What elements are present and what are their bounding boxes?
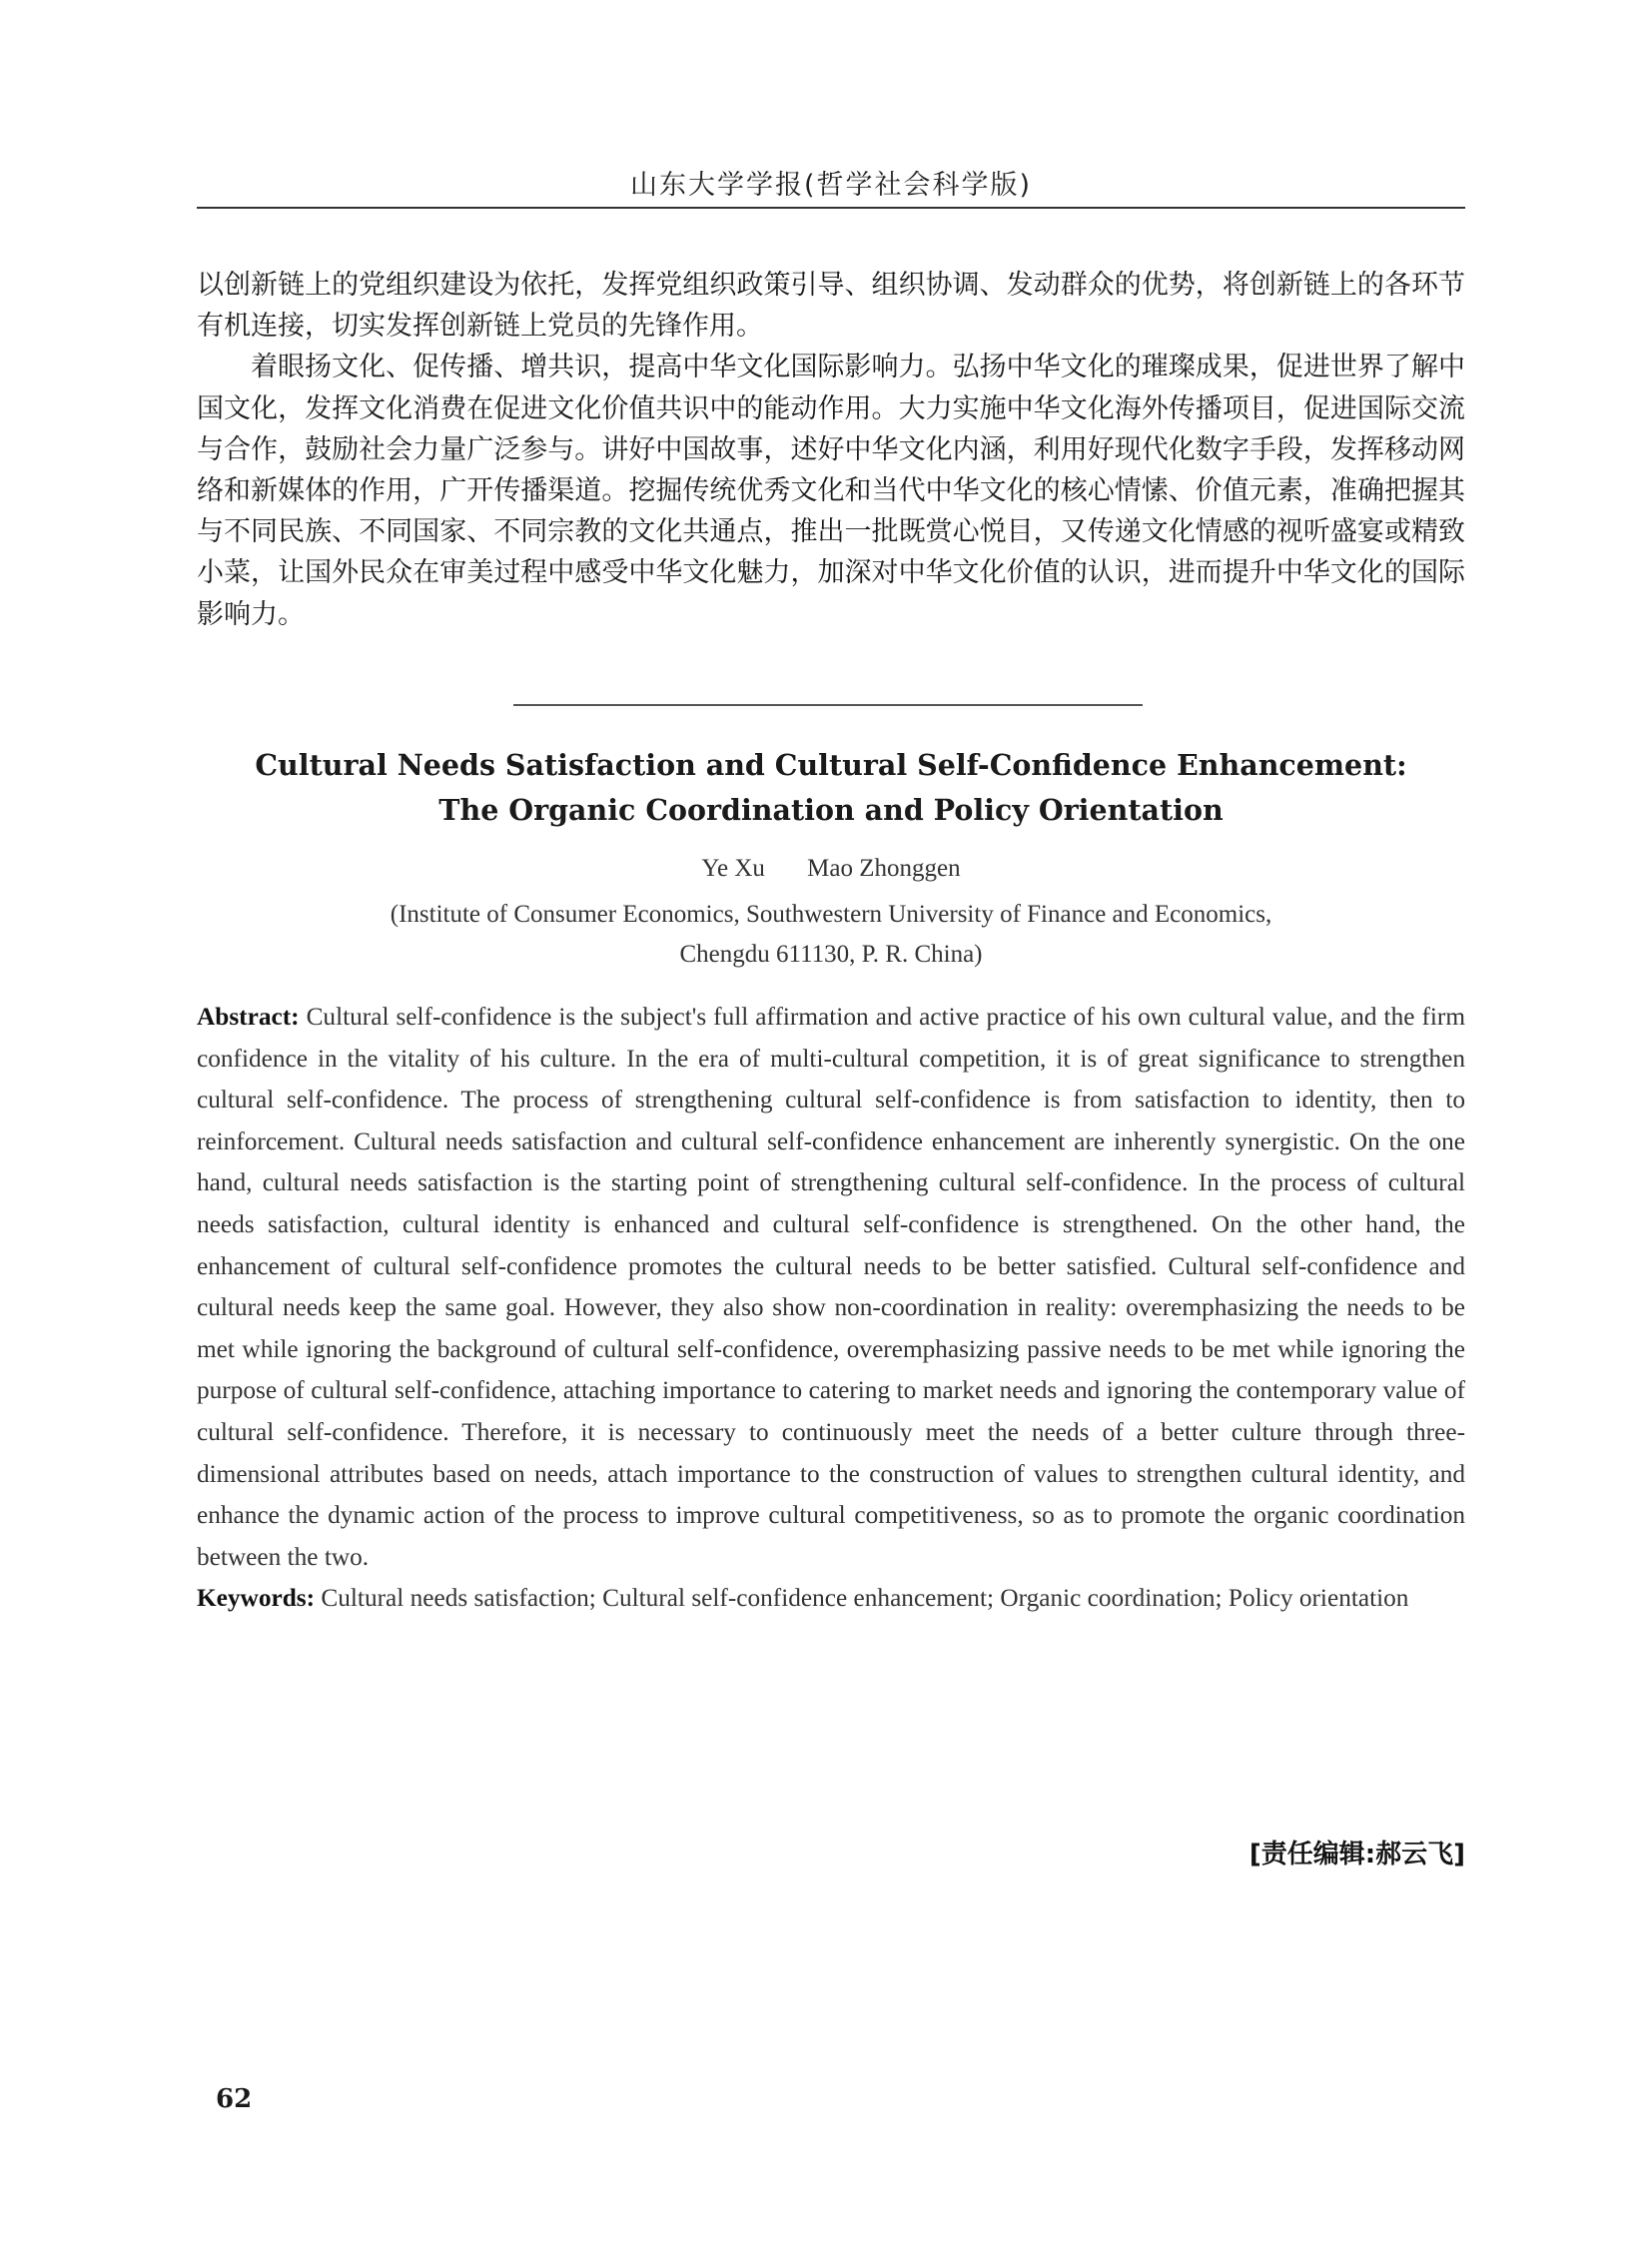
chinese-paragraph-1: 以创新链上的党组织建设为依托，发挥党组织政策引导、组织协调、发动群众的优势，将创新链上的各环节有机连接，切实发挥创新链上党员的先锋作用。 xyxy=(197,270,1465,343)
page-number: 62 xyxy=(216,2084,253,2114)
author-name: Mao Zhonggen xyxy=(807,855,961,882)
affiliation xyxy=(197,895,1465,975)
running-head: 山东大学学报(哲学社会科学版) xyxy=(629,170,1033,201)
section-separator xyxy=(513,704,1143,706)
responsible-editor: [责任编辑:郝云飞] xyxy=(1248,1840,1465,1869)
english-title-line-2: The Organic Coordination and Policy Orientation xyxy=(438,793,1224,827)
author-name: Ye Xu xyxy=(701,855,765,882)
affiliation-line-2: Chengdu 611130, P. R. China) xyxy=(679,941,983,968)
keywords-text: Cultural needs satisfaction; Cultural self-confidence enhancement; Organic coordination; Policy orientation xyxy=(321,1584,1409,1613)
authors xyxy=(197,855,1465,883)
affiliation-line-1: (Institute of Consumer Economics, Southwestern University of Finance and Economics, xyxy=(390,901,1272,928)
abstract-label: Abstract: xyxy=(197,1003,300,1031)
header-rule xyxy=(197,207,1465,209)
chinese-body-text xyxy=(197,265,1465,635)
english-title xyxy=(197,743,1465,833)
keywords-label: Keywords: xyxy=(197,1584,316,1613)
abstract-text: Cultural self-confidence is the subject's full affirmation and active practice of his own cultural value, and the firm confidence in the vitality of his culture. In the era of multi-cultural competition, it is of great significance to strengthen cultural self-confidence. The process of strengthening cultural self-confidence is from satisfaction to identity, then to reinforcement. Cultural needs satisfaction and cultural self-confidence enhancement are inherently synergistic. On the one hand, cultural needs satisfaction is the starting point of strengthening cultural self-confidence. In the process of cultural needs satisfaction, cultural identity is enhanced and cultural self-confidence is strengthened. On the other hand, the enhancement of cultural self-confidence promotes the cultural needs to be better satisfied. Cultural self-confidence and cultural needs keep the same goal. However, they also show non-coordination in reality: overemphasizing the needs to be met while ignoring the background of cultural self-confidence, overemphasizing passive needs to be met while ignoring the purpose of cultural self-confidence, attaching importance to catering to market needs and ignoring the contemporary value of cultural self-confidence. Therefore, it is necessary to continuously meet the needs of a better culture through three-dimensional attributes based on needs, attach importance to the construction of values to strengthen cultural identity, and enhance the dynamic action of the process to improve cultural competitiveness, so as to promote the organic coordination between the two. xyxy=(197,1003,1465,1571)
abstract-block xyxy=(197,997,1465,1620)
english-title-line-1: Cultural Needs Satisfaction and Cultural Self-Confidence Enhancement: xyxy=(255,748,1407,782)
chinese-paragraph-2: 着眼扬文化、促传播、增共识，提高中华文化国际影响力。弘扬中华文化的璀璨成果，促进世界了解中国文化，发挥文化消费在促进文化价值共识中的能动作用。大力实施中华文化海外传播项目，促进国际交流与合作，鼓励社会力量广泛参与。讲好中国故事，述好中华文化内涵，利用好现代化数字手段，发挥移动网络和新媒体的作用，广开传播渠道。挖掘传统优秀文化和当代中华文化的核心情愫、价值元素，准确把握其与不同民族、不同国家、不同宗教的文化共通点，推出一批既赏心悦目，又传递文化情感的视听盛宴或精致小菜，让国外民众在审美过程中感受中华文化魅力，加深对中华文化价值的认识，进而提升中华文化的国际影响力。 xyxy=(197,352,1465,630)
